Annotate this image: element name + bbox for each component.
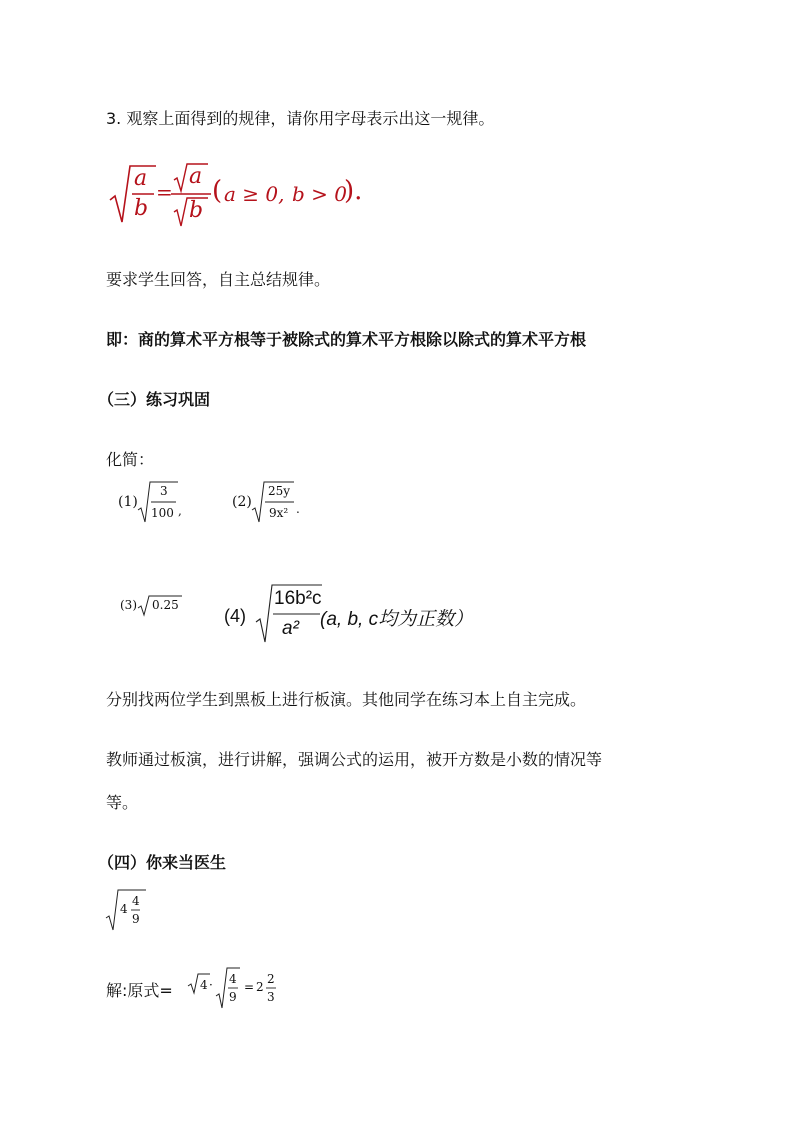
formula-cond-a: a ≥ 0, [224,182,285,206]
solution-eq: = [244,980,255,994]
exercise-3-label: (3) [120,598,137,612]
solution-dot: · [209,978,213,992]
formula-paren-open: ( [212,176,223,206]
exercise-2-num: 25y [268,484,291,498]
solution-num: 4 [229,972,237,986]
exercise-2 [232,480,322,526]
exercise-4-den: a² [282,618,299,639]
doctor-den: 9 [132,912,140,926]
exercise-2-den: 9x² [269,506,289,520]
require-text: 要求学生回答，自主总结规律。 [106,270,331,289]
teacher-text-2: 等。 [106,793,139,812]
solution-whole: 2 [256,980,264,994]
simplify-text: 化简： [106,450,155,469]
doctor-whole: 4 [120,902,128,916]
exercise-1-tail: , [178,504,182,518]
exercise-4 [224,582,494,646]
section-four-heading: （四）你来当医生 [98,853,227,872]
exercise-2-tail: . [296,502,300,516]
exercise-3-radicand: 0.25 [152,598,179,612]
exercise-1-label: (1) [118,494,138,510]
formula-sqrt-a: a [189,164,203,189]
solution-expression [188,966,298,1012]
solution-fden: 3 [267,990,275,1004]
exercise-4-num [274,588,322,610]
exercise-1-num: 3 [160,484,168,498]
observe-text: 3. 观察上面得到的规律，请你用字母表示出这一规律。 [106,109,495,128]
exercise-2-label: (2) [232,494,252,510]
exercise-1-den: 100 [151,506,174,520]
formula-paren-close: ). [344,176,363,206]
exercise-3 [120,592,200,622]
exercise-1 [118,480,198,526]
exercise-4-num-text: 16b²c [274,588,322,609]
board-text: 分别找两位学生到黑板上进行板演。其他同学在练习本上自主完成。 [106,690,587,709]
conclusion-text: 即：商的算术平方根等于被除式的算术平方根除以除式的算术平方根 [106,330,587,349]
formula-equals: = [156,180,173,204]
quotient-rule-formula [108,160,388,232]
formula-b-den: b [134,196,149,221]
doctor-num: 4 [132,894,140,908]
solution-r1: 4 [200,978,208,992]
solution-label: 解:原式= [106,981,173,1000]
doctor-expression [106,888,166,934]
exercise-4-label: (4) [224,606,246,626]
solution-den: 9 [229,990,237,1004]
solution-fnum: 2 [267,972,275,986]
formula-cond-b: b > 0 [292,182,347,206]
formula-a-num: a [134,166,148,191]
formula-sqrt-b: b [189,198,204,223]
teacher-text-1: 教师通过板演，进行讲解，强调公式的运用，被开方数是小数的情况等 [106,750,603,769]
exercise-4-cond: (a, b, c均为正数） [320,609,474,630]
section-three-heading: （三）练习巩固 [98,390,211,409]
